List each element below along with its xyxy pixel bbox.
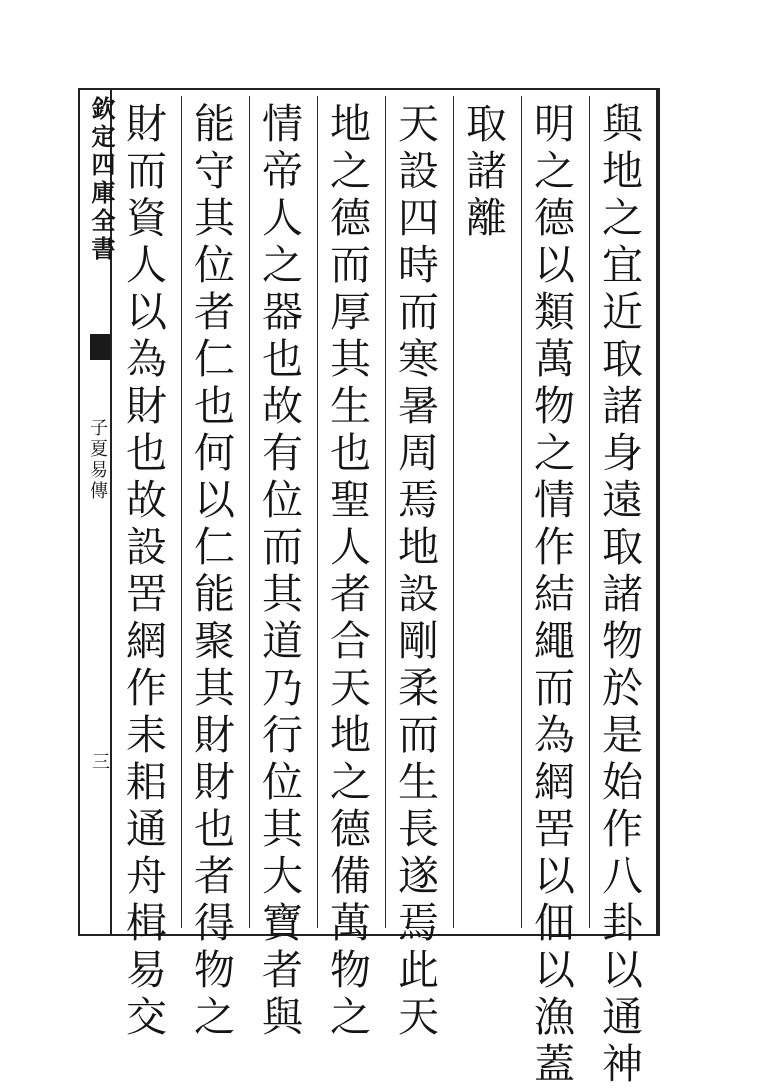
text-column-7: 能守其位者仁也何以仁能聚其財財也者得物之 [187, 102, 235, 1042]
column-rule [181, 96, 182, 928]
fishtail-mark [90, 334, 110, 360]
column-rule [249, 96, 250, 928]
text-column-3: 取諸離 [459, 102, 507, 243]
column-rule [521, 96, 522, 928]
text-column-1: 與地之宜近取諸身遠取諸物於是始作八卦以通神 [595, 102, 643, 1089]
book-title: 欽定四庫全書 [87, 96, 116, 264]
page-number: 三 [89, 752, 110, 770]
column-rule [385, 96, 386, 928]
column-rule [317, 96, 318, 928]
column-rule [589, 96, 590, 928]
column-rule [453, 96, 454, 928]
text-column-2: 明之德以類萬物之情作結繩而為網罟以佃以漁蓋 [527, 102, 575, 1089]
text-column-6: 情帝人之器也故有位而其道乃行位其大寶者與 [255, 102, 303, 1042]
chapter-title: 子夏易傳 [87, 418, 108, 502]
text-column-5: 地之德而厚其生也聖人者合天地之德備萬物之 [323, 102, 371, 1042]
text-column-8: 財而資人以為財也故設罟網作耒耜通舟楫易交 [119, 102, 167, 1042]
text-column-4: 天設四時而寒暑周焉地設剛柔而生長遂焉此天 [391, 102, 439, 1042]
